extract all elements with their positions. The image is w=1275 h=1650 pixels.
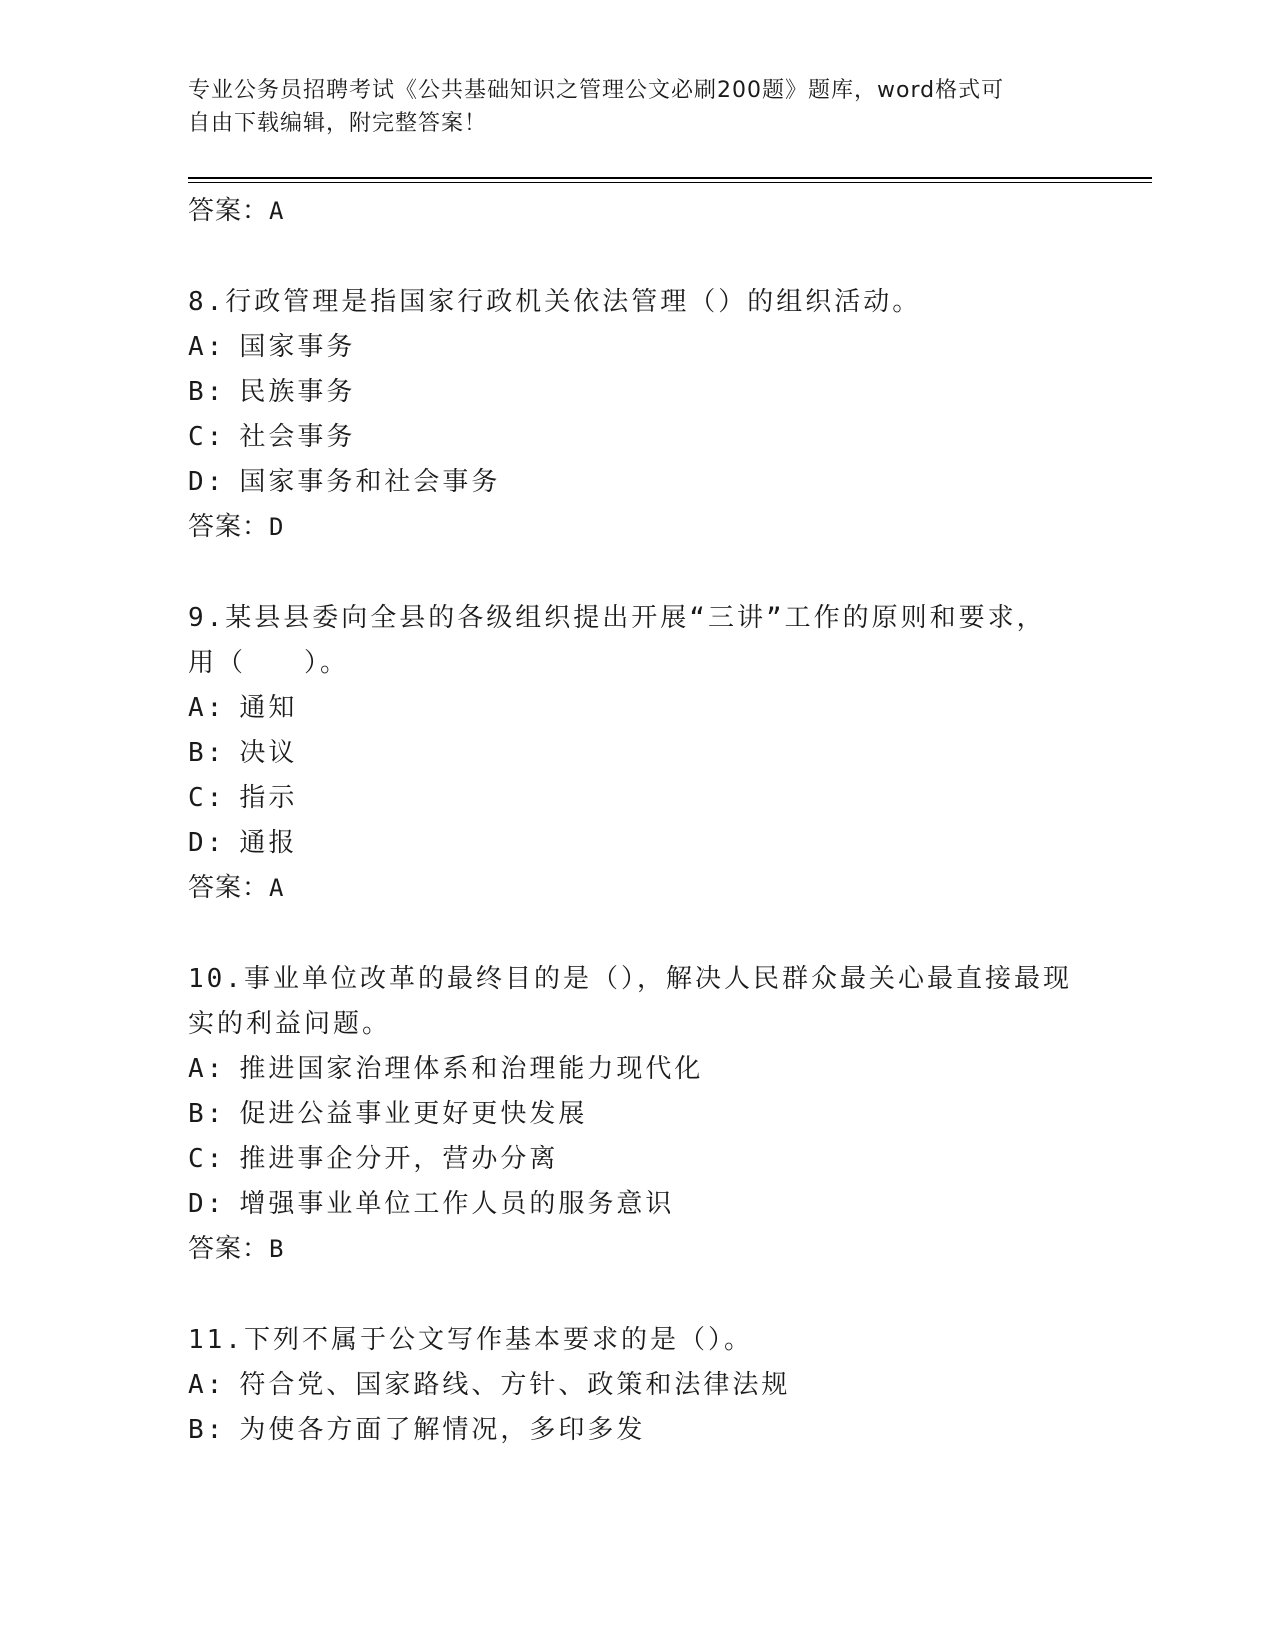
question-10-option-a: A: 推进国家治理体系和治理能力现代化: [188, 1054, 704, 1084]
previous-answer: [188, 189, 1128, 234]
question-10-option-c: C: 推进事企分开，营办分离: [188, 1144, 559, 1174]
question-10-answer: 答案：B: [188, 1234, 285, 1264]
question-10: [188, 957, 1128, 1272]
document-header: [188, 74, 1068, 140]
question-10-option-b: B: 促进公益事业更好更快发展: [188, 1099, 588, 1129]
answer-value: A: [269, 197, 285, 225]
question-8: [188, 280, 1128, 550]
answer-label: 答案：: [188, 196, 270, 226]
question-9-option-b: B: 决议: [188, 738, 298, 768]
question-8-option-a: A: 国家事务: [188, 332, 356, 362]
question-11-stem: 11.下列不属于公文写作基本要求的是（）。: [188, 1325, 753, 1355]
question-11: [188, 1318, 1128, 1453]
question-9-option-d: D: 通报: [188, 828, 298, 858]
question-10-stem-line-2: 实的利益问题。: [188, 1009, 392, 1039]
question-9-answer: 答案：A: [188, 873, 285, 903]
question-9-option-a: A: 通知: [188, 693, 298, 723]
header-divider-thick: [188, 177, 1152, 179]
question-9-stem-line-1: 9.某县县委向全县的各级组织提出开展“三讲”工作的原则和要求，: [188, 603, 1046, 633]
question-11-option-a: A: 符合党、国家路线、方针、政策和法律法规: [188, 1370, 791, 1400]
question-9-stem-line-2: 用（ ）。: [188, 648, 350, 678]
question-list: [188, 189, 1128, 1453]
question-10-option-d: D: 增强事业单位工作人员的服务意识: [188, 1189, 675, 1219]
question-9: [188, 596, 1128, 911]
question-8-option-c: C: 社会事务: [188, 422, 356, 452]
question-9-option-c: C: 指示: [188, 783, 298, 813]
header-line-1: 专业公务员招聘考试《公共基础知识之管理公文必刷200题》题库，word格式可: [188, 78, 1005, 103]
question-11-option-b: B: 为使各方面了解情况，多印多发: [188, 1415, 646, 1445]
question-8-answer: 答案：D: [188, 512, 285, 542]
question-8-option-d: D: 国家事务和社会事务: [188, 467, 501, 497]
header-divider-thin: [188, 182, 1152, 183]
header-line-2: 自由下载编辑，附完整答案！: [188, 111, 488, 136]
question-8-stem: 8.行政管理是指国家行政机关依法管理（）的组织活动。: [188, 287, 922, 317]
question-10-stem-line-1: 10.事业单位改革的最终目的是（），解决人民群众最关心最直接最现: [188, 964, 1072, 994]
question-8-option-b: B: 民族事务: [188, 377, 356, 407]
